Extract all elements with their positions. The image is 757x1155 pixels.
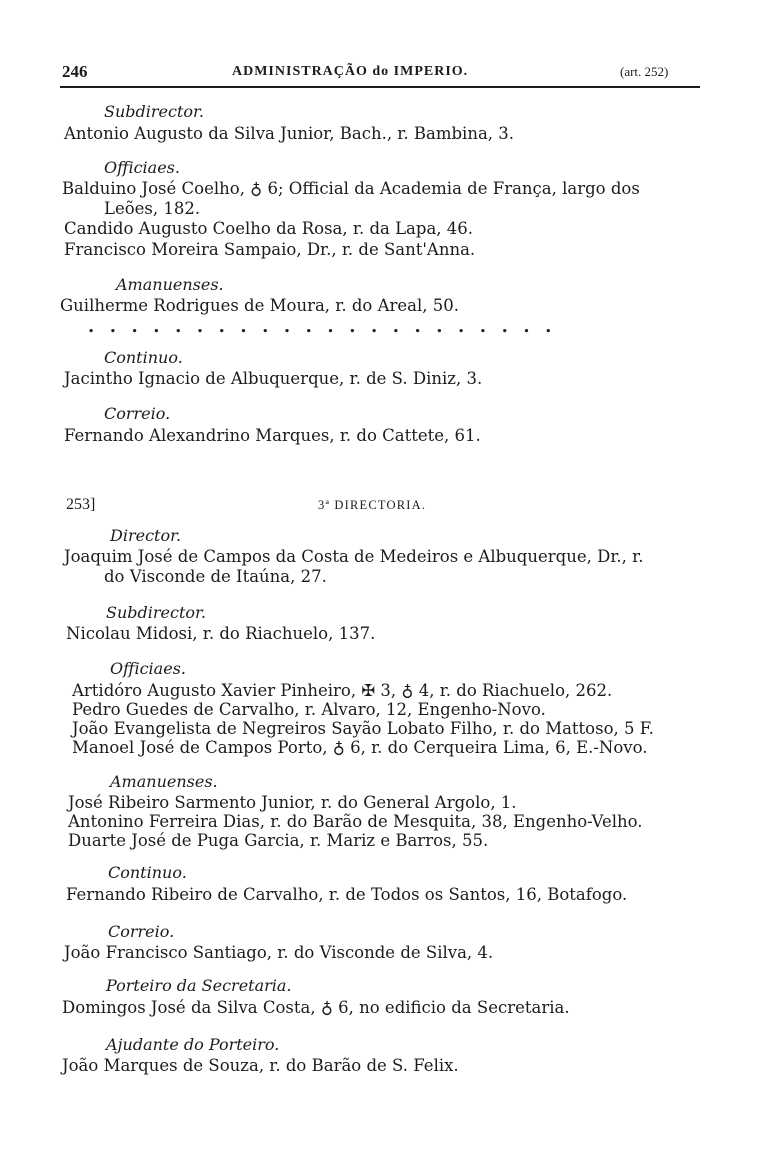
correio-heading: Correio.	[104, 404, 171, 423]
officiaes-entry: Candido Augusto Coelho da Rosa, r. da Lapa, 46.	[64, 219, 474, 238]
section-number: 253]	[66, 496, 96, 513]
correio-entry: João Francisco Santiago, r. do Visconde de Silva, 4.	[64, 943, 494, 962]
director-entry-continued: do Visconde de Itaúna, 27.	[104, 567, 327, 586]
page-number: 246	[62, 62, 88, 81]
correio-heading: Correio.	[108, 922, 175, 941]
amanuenses-entry: Duarte José de Puga Garcia, r. Mariz e Barros, 55.	[68, 831, 489, 850]
amanuenses-entry: Antonino Ferreira Dias, r. do Barão de Mesquita, 38, Engenho-Velho.	[68, 812, 643, 831]
amanuenses-entry: José Ribeiro Sarmento Junior, r. do General Argolo, 1.	[68, 793, 517, 812]
porteiro-entry: Domingos José da Silva Costa, ♁ 6, no edificio da Secretaria.	[62, 998, 570, 1017]
officiaes-entry: Pedro Guedes de Carvalho, r. Alvaro, 12, Engenho-Novo.	[72, 700, 546, 719]
officiaes-entry: Balduino José Coelho, ♁ 6; Official da Academia de França, largo dos	[62, 179, 640, 198]
continuo-heading: Continuo.	[108, 863, 187, 882]
officiaes-entry: Manoel José de Campos Porto, ♁ 6, r. do Cerqueira Lima, 6, E.-Novo.	[72, 738, 648, 757]
page-header	[60, 60, 700, 84]
subdirector-heading: Subdirector.	[106, 603, 206, 622]
continuo-entry: Jacintho Ignacio de Albuquerque, r. de S. Diniz, 3.	[64, 369, 483, 388]
subdirector-heading: Subdirector.	[104, 102, 204, 121]
header-rule	[60, 86, 700, 88]
subdirector-entry: Antonio Augusto da Silva Junior, Bach., r. Bambina, 3.	[64, 124, 515, 143]
officiaes-heading: Officiaes.	[110, 659, 186, 678]
continuo-entry: Fernando Ribeiro de Carvalho, r. de Todos os Santos, 16, Botafogo.	[66, 885, 628, 904]
correio-entry: Fernando Alexandrino Marques, r. do Cattete, 61.	[64, 426, 481, 445]
director-entry: Joaquim José de Campos da Costa de Medeiros e Albuquerque, Dr., r.	[64, 547, 644, 566]
officiaes-heading: Officiaes.	[104, 158, 180, 177]
running-title: ADMINISTRAÇÃO do IMPERIO.	[232, 64, 469, 79]
officiaes-entry-continued: Leões, 182.	[104, 199, 201, 218]
officiaes-entry: João Evangelista de Negreiros Sayão Lobato Filho, r. do Mattoso, 5 F.	[72, 719, 654, 738]
ajudante-entry: João Marques de Souza, r. do Barão de S. Felix.	[62, 1056, 459, 1075]
ajudante-heading: Ajudante do Porteiro.	[106, 1035, 280, 1054]
porteiro-heading: Porteiro da Secretaria.	[106, 976, 292, 995]
director-heading: Director.	[110, 526, 182, 545]
amanuenses-heading: Amanuenses.	[110, 772, 218, 791]
amanuenses-entry: Guilherme Rodrigues de Moura, r. do Areal, 50.	[60, 296, 460, 315]
officiaes-entry: Artidóro Augusto Xavier Pinheiro, ✠ 3, ♁ 4, r. do Riachuelo, 262.	[72, 681, 613, 700]
section-title: 3ª DIRECTORIA.	[318, 498, 427, 512]
amanuenses-heading: Amanuenses.	[116, 275, 224, 294]
continuo-heading: Continuo.	[104, 348, 183, 367]
officiaes-entry: Francisco Moreira Sampaio, Dr., r. de Sant'Anna.	[64, 240, 476, 259]
dotted-separator: ......................	[88, 316, 567, 337]
subdirector-entry: Nicolau Midosi, r. do Riachuelo, 137.	[66, 624, 376, 643]
article-reference: (art. 252)	[620, 64, 669, 79]
